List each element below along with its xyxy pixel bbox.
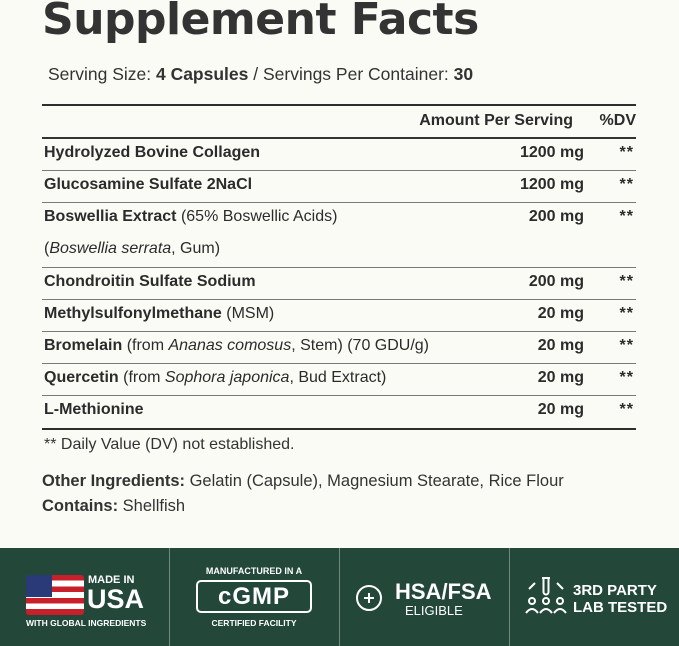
lab-tested-badge: 3RD PARTY LAB TESTED bbox=[509, 548, 679, 646]
ingredient-amount: 20 mg bbox=[537, 369, 584, 386]
cgmp-badge: MANUFACTURED IN A cGMP CERTIFIED FACILITY bbox=[169, 548, 339, 646]
lab-people-icon bbox=[523, 575, 569, 617]
ingredient-name: Bromelain bbox=[44, 337, 123, 354]
ingredient-dv: ** bbox=[619, 208, 634, 225]
servings-per-container-label: Servings Per Container: bbox=[262, 64, 454, 84]
made-in-usa-badge: MADE IN USA WITH GLOBAL INGREDIENTS bbox=[26, 574, 147, 628]
ingredient-amount: 200 mg bbox=[528, 208, 584, 225]
serving-size-label: Serving Size: bbox=[48, 64, 156, 84]
ingredient-source: (Boswellia serrata, Gum) bbox=[44, 240, 221, 257]
serving-info bbox=[48, 64, 473, 85]
other-ingredients-label: Other Ingredients: bbox=[42, 472, 186, 490]
ingredient-botanical-name: Boswellia serrata bbox=[49, 240, 172, 257]
ingredient-amount: 200 mg bbox=[528, 273, 584, 290]
contains-label: Contains: bbox=[42, 497, 119, 515]
table-row: Bromelain (from Ananas comosus, Stem) (70 GDU/g) 20 mg ** bbox=[44, 337, 634, 354]
ingredient-amount: 20 mg bbox=[537, 337, 584, 354]
table-top-rule bbox=[42, 104, 636, 106]
cgmp-box: cGMP bbox=[196, 580, 312, 613]
table-row bbox=[42, 138, 636, 170]
table-header bbox=[42, 109, 636, 137]
table-row bbox=[42, 170, 636, 202]
ingredient-amount: 20 mg bbox=[537, 401, 584, 418]
serving-size-value: 4 Capsules bbox=[155, 64, 249, 84]
ingredient-dv: ** bbox=[619, 401, 634, 418]
ingredient-name: L-Methionine bbox=[44, 401, 144, 418]
ingredient-dv: ** bbox=[619, 144, 634, 161]
table-bottom-rule bbox=[42, 428, 636, 430]
ingredient-name: Hydrolyzed Bovine Collagen bbox=[44, 144, 261, 161]
other-ingredients bbox=[42, 472, 564, 491]
contains-value: Shellfish bbox=[118, 497, 186, 515]
ingredient-amount: 20 mg bbox=[537, 305, 584, 322]
ingredient-dv: ** bbox=[619, 369, 634, 386]
table-row bbox=[42, 202, 636, 267]
table-row bbox=[42, 267, 636, 299]
table-row: Quercetin (from Sophora japonica, Bud Extract) 20 mg ** bbox=[44, 369, 634, 386]
header-dv: %DV bbox=[599, 112, 636, 129]
ingredient-amount: 1200 mg bbox=[519, 144, 584, 161]
hsa-fsa-badge: HSA/FSA ELIGIBLE bbox=[339, 548, 509, 646]
us-flag-icon bbox=[26, 575, 84, 615]
ingredient-botanical-name: Ananas comosus bbox=[168, 337, 292, 354]
ingredient-name: Chondroitin Sulfate Sodium bbox=[44, 273, 256, 290]
dv-footnote: ** Daily Value (DV) not established. bbox=[44, 436, 295, 453]
ingredient-botanical-name: Sophora japonica bbox=[164, 369, 290, 386]
ingredient-dv: ** bbox=[619, 176, 634, 193]
table-row bbox=[42, 395, 636, 427]
serving-separator: / bbox=[248, 64, 263, 84]
table-row bbox=[42, 299, 636, 331]
ingredient-name: Boswellia Extract bbox=[44, 208, 177, 225]
other-ingredients-value: Gelatin (Capsule), Magnesium Stearate, Rice Flour bbox=[185, 472, 564, 490]
ingredient-name: Glucosamine Sulfate 2NaCl bbox=[44, 176, 253, 193]
ingredient-name: Quercetin bbox=[44, 369, 119, 386]
ingredient-detail: (65% Boswellic Acids) bbox=[176, 208, 338, 225]
servings-per-container-value: 30 bbox=[453, 64, 474, 84]
ingredient-amount: 1200 mg bbox=[519, 176, 584, 193]
ingredient-name: Methylsulfonylmethane bbox=[44, 305, 222, 322]
allergen-contains bbox=[42, 497, 185, 516]
plus-circle-icon bbox=[356, 585, 382, 611]
ingredient-dv: ** bbox=[619, 305, 634, 322]
ingredient-dv: ** bbox=[619, 273, 634, 290]
header-amount: Amount Per Serving bbox=[419, 112, 573, 129]
page-title: Supplement Facts bbox=[42, 0, 479, 45]
ingredient-detail: (MSM) bbox=[221, 305, 275, 322]
ingredient-dv: ** bbox=[619, 337, 634, 354]
